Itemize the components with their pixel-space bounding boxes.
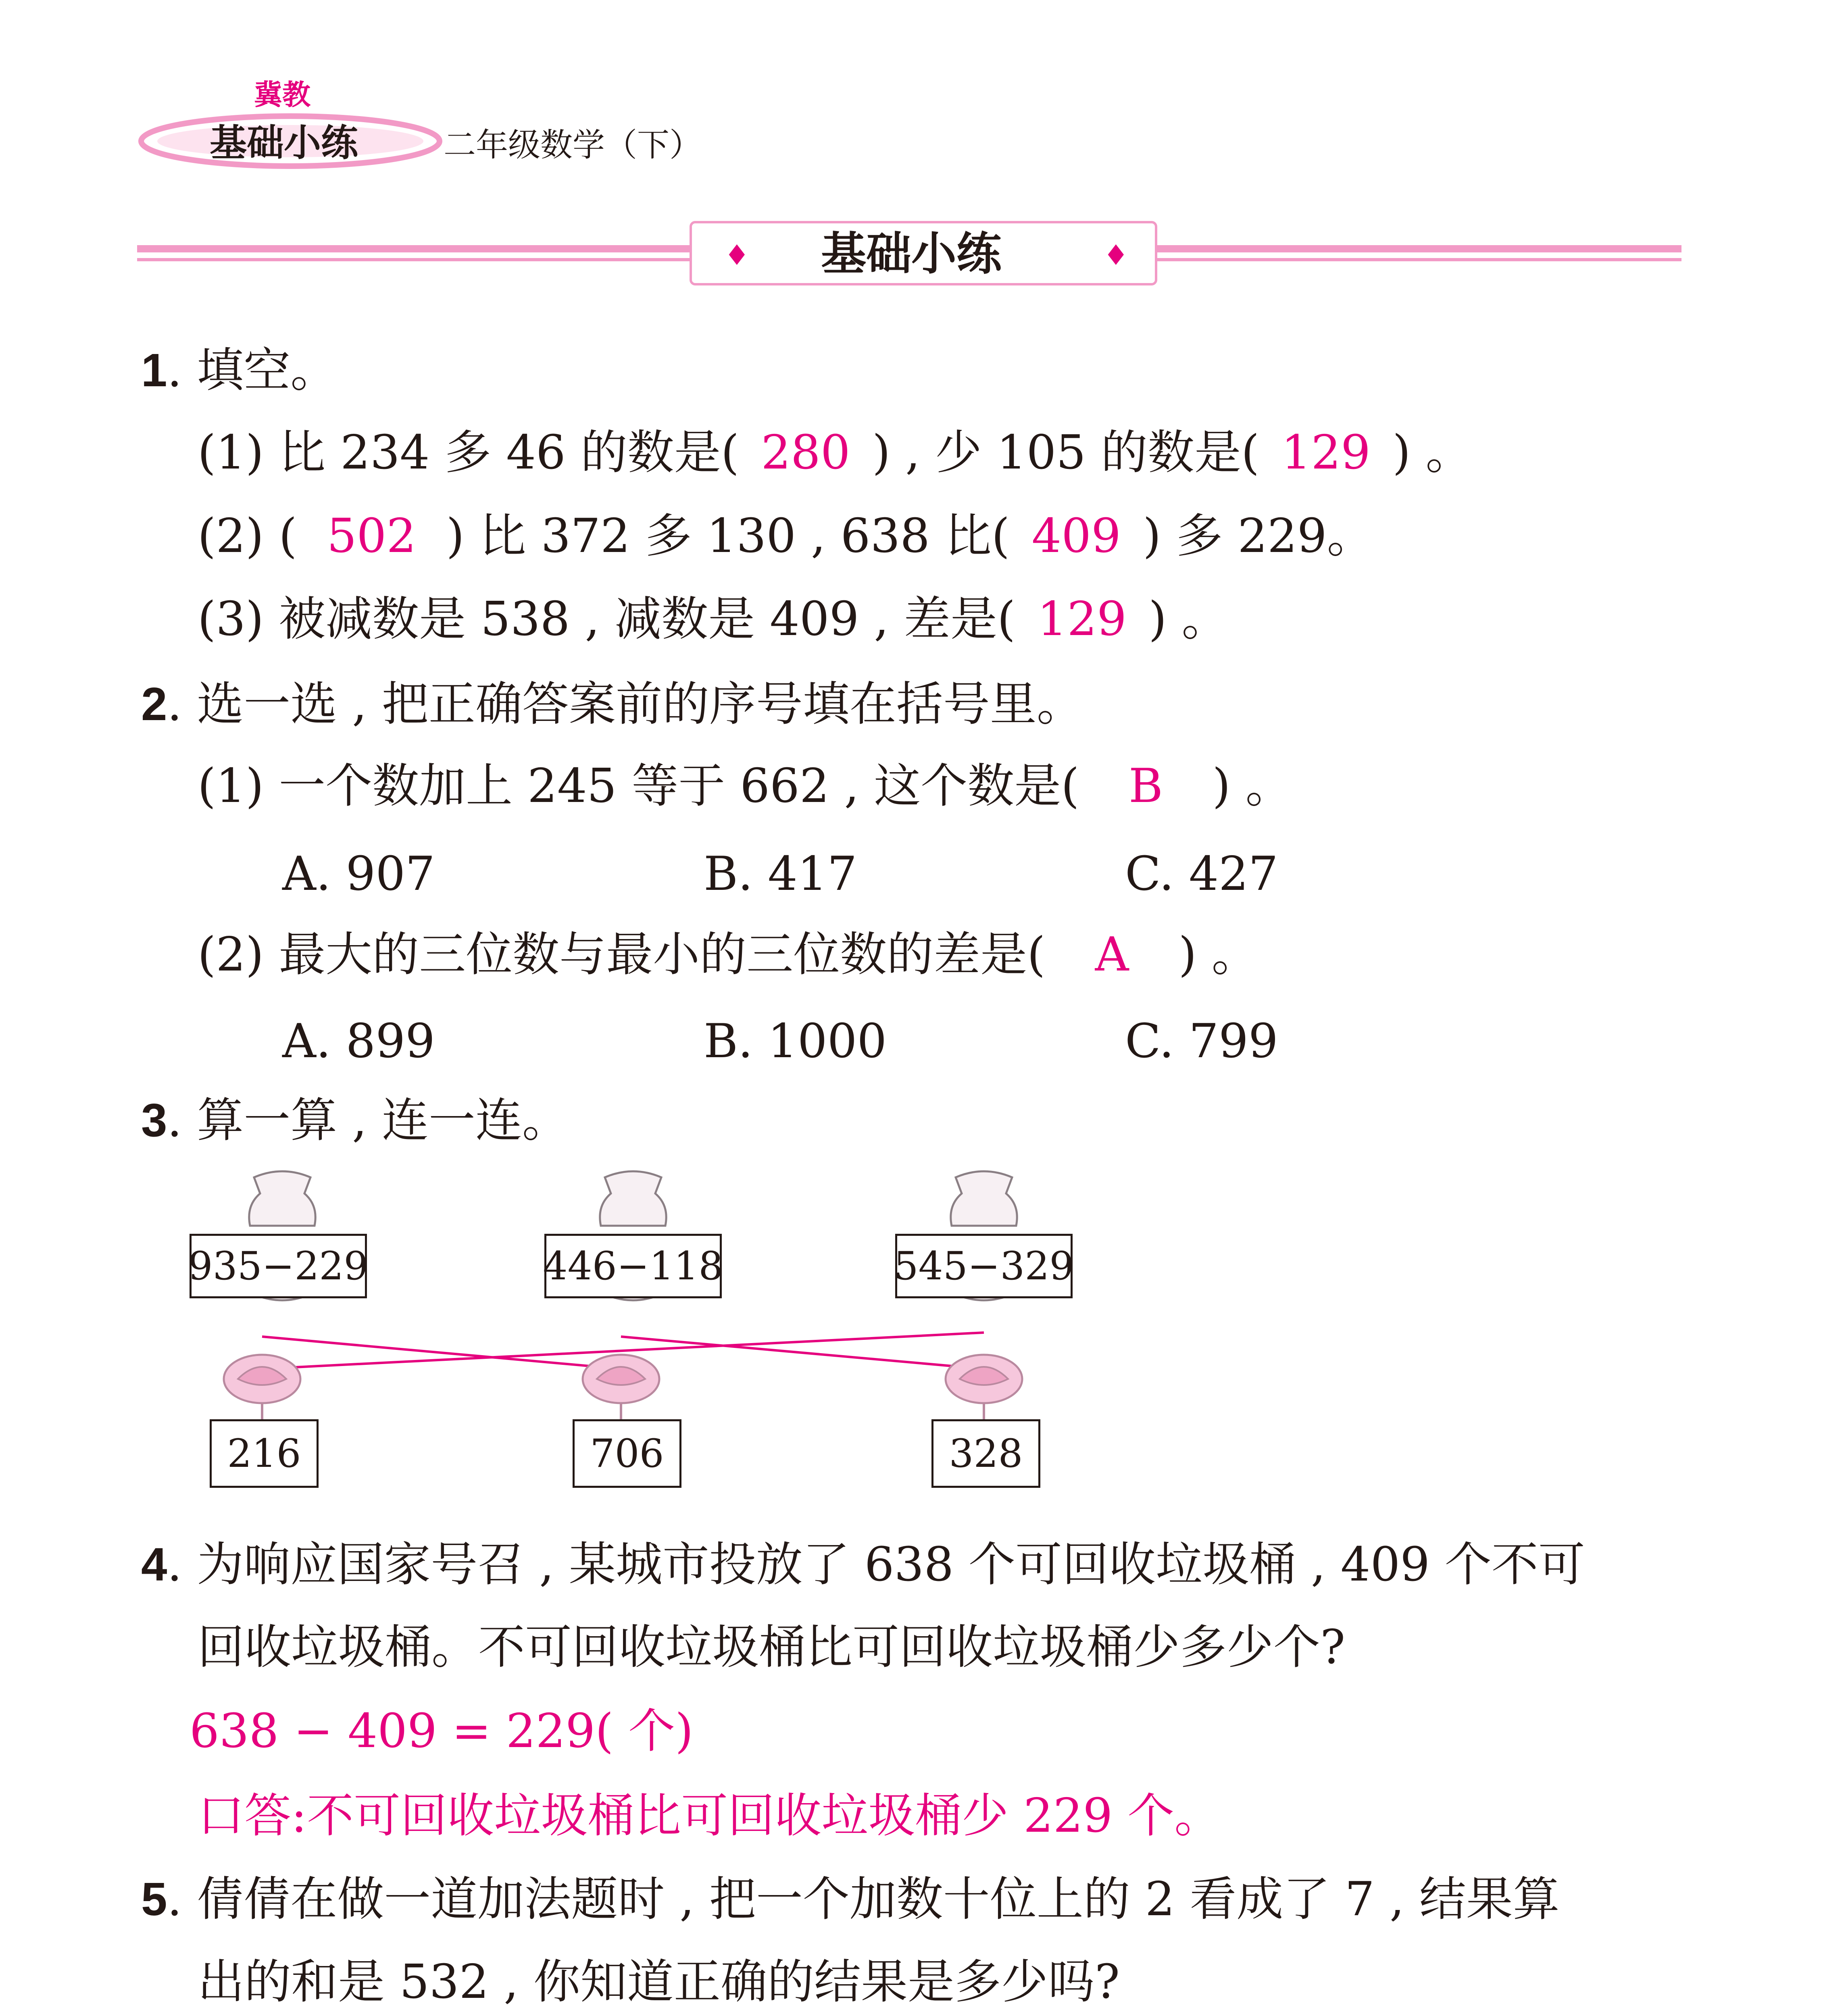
- option-b: B. 1000: [704, 1014, 887, 1068]
- option-b: B. 417: [704, 847, 857, 901]
- diamond-icon: ♦: [1103, 239, 1129, 272]
- series-name: 基础小练: [210, 121, 358, 165]
- question-1-title: 1. 填空。: [141, 343, 338, 398]
- flower-number-box: 216: [210, 1419, 319, 1488]
- answer-blank: 129: [1281, 425, 1371, 480]
- question-1-part-3: (3) 被减数是 538 , 减数是 409 , 差是( 129 ) 。: [198, 592, 1229, 646]
- question-5-line-1: 5. 倩倩在做一道加法题时 , 把一个加数十位上的 2 看成了 7 , 结果算: [141, 1872, 1560, 1926]
- answer-blank: 280: [761, 425, 850, 480]
- question-5-line-2: 出的和是 532 , 你知道正确的结果是多少吗?: [198, 1955, 1120, 2009]
- option-a: A. 907: [282, 847, 435, 901]
- question-number: 2: [141, 678, 167, 730]
- answer-blank: 129: [1037, 592, 1127, 646]
- section-rule-right-thin: [1157, 258, 1681, 261]
- flower-number-box: 328: [931, 1419, 1040, 1488]
- answer-calculation: 638 − 409 = 229( 个): [190, 1704, 694, 1758]
- option-c: C. 427: [1125, 847, 1278, 901]
- question-4-line-1: 4. 为响应国家号召 , 某城市投放了 638 个可回收垃圾桶 , 409 个不可: [141, 1537, 1585, 1592]
- answer-blank: 502: [327, 509, 417, 563]
- section-rule-left: [137, 245, 690, 252]
- flower-number-box: 706: [573, 1419, 681, 1488]
- question-1-part-2: (2) ( 502 ) 比 372 多 130 , 638 比( 409 ) 多 229。: [198, 509, 1374, 563]
- question-2-title: 2. 选一选 , 把正确答案前的序号填在括号里。: [141, 677, 1083, 731]
- section-rule-left-thin: [137, 258, 690, 261]
- question-2-part-2: (2) 最大的三位数与最小的三位数的差是( A ) 。: [198, 927, 1258, 982]
- question-2-part-1: (1) 一个数加上 245 等于 662 , 这个数是( B ) 。: [198, 759, 1292, 813]
- vase-expression-box: 446−118: [544, 1234, 722, 1298]
- question-number: 5: [141, 1873, 167, 1925]
- question-number: 4: [141, 1538, 167, 1591]
- diamond-icon: ♦: [724, 239, 750, 272]
- question-1-part-1: (1) 比 234 多 46 的数是( 280 ) , 少 105 的数是( 129 ) 。: [198, 425, 1473, 480]
- vase-expression-box: 935−229: [190, 1234, 367, 1298]
- section-rule-right: [1157, 245, 1681, 252]
- answer-blank: B: [1128, 759, 1163, 813]
- answer-blank: A: [1095, 927, 1129, 982]
- section-title: 基础小练: [821, 227, 1002, 280]
- header: [137, 73, 742, 177]
- question-3-title: 3. 算一算 , 连一连。: [141, 1093, 569, 1148]
- question-4-line-2: 回收垃圾桶。不可回收垃圾桶比可回收垃圾桶少多少个?: [198, 1620, 1346, 1674]
- option-c: C. 799: [1125, 1014, 1278, 1068]
- series-top-label: 冀教: [254, 78, 310, 111]
- vase-expression-box: 545−329: [895, 1234, 1073, 1298]
- answer-blank: 409: [1031, 509, 1121, 563]
- answer-statement: 口答:不可回收垃圾桶比可回收垃圾桶少 229 个。: [198, 1789, 1221, 1843]
- option-a: A. 899: [282, 1014, 435, 1068]
- question-number: 3: [141, 1094, 167, 1146]
- question-number: 1: [141, 344, 167, 396]
- section-title-box: [690, 221, 1157, 285]
- book-subtitle: 二年级数学（下）: [444, 126, 702, 164]
